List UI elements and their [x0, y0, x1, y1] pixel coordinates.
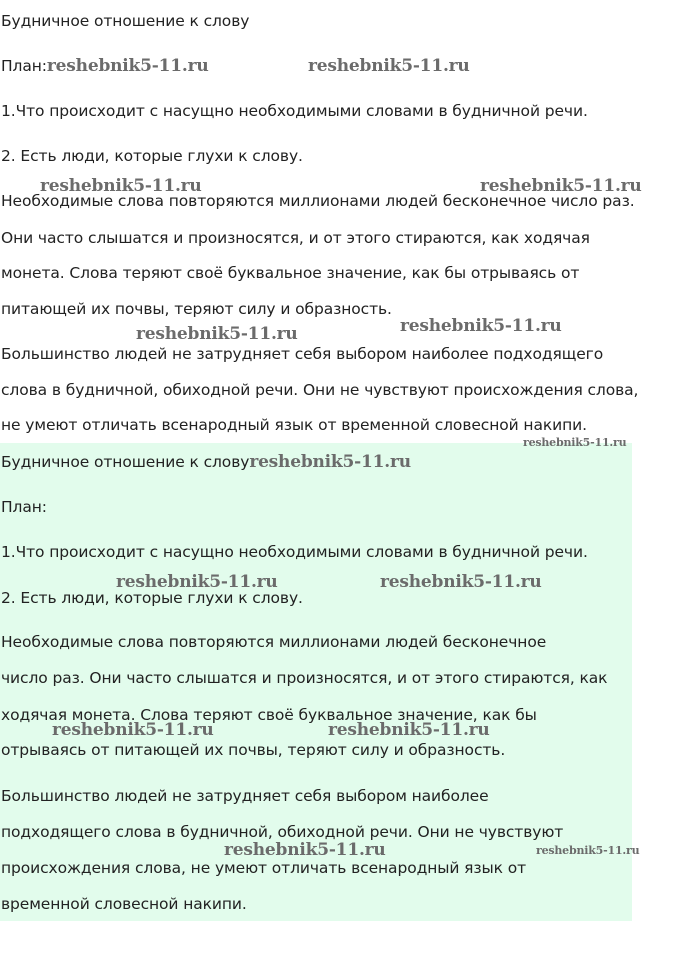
section1-plan-item-1: 1.Что происходит с насущно необходимыми словами в будничной речи. — [1, 102, 588, 120]
section2-para2-line: подходящего слова в будничной, обиходной речи. Они не чувствуют — [1, 823, 564, 841]
section2-para1-line: отрываясь от питающей их почвы, теряют силу и образность. — [1, 741, 506, 759]
section2-title-line — [1, 452, 411, 472]
section1-para2-line: Большинство людей не затрудняет себя выбором наиболее подходящего — [1, 345, 604, 363]
section2-para1-line: Необходимые слова повторяются миллионами людей бесконечное — [1, 633, 547, 651]
section2-plan-item-2: 2. Есть люди, которые глухи к слову. — [1, 589, 303, 607]
watermark: reshebnik5-11.ru — [46, 56, 209, 76]
watermark: reshebnik5-11.ru — [52, 720, 214, 740]
watermark: reshebnik5-11.ru — [328, 720, 490, 740]
section1-plan-line — [1, 56, 209, 76]
section2-para1-line: ходячая монета. Слова теряют своё буквальное значение, как бы — [1, 706, 537, 724]
section1-para1-line: питающей их почвы, теряют силу и образность. — [1, 300, 392, 318]
section2-para2-line: Большинство людей не затрудняет себя выбором наиболее — [1, 787, 489, 805]
watermark: reshebnik5-11.ru — [536, 844, 640, 857]
section1-para1-line: Необходимые слова повторяются миллионами людей бесконечное число раз. — [1, 192, 635, 210]
section1-para2-line: слова в будничной, обиходной речи. Они не чувствуют происхождения слова, — [1, 381, 639, 399]
section1-title: Будничное отношение к слову — [1, 12, 250, 30]
section2-title: Будничное отношение к слову — [1, 453, 250, 471]
watermark: reshebnik5-11.ru — [136, 324, 298, 344]
watermark: reshebnik5-11.ru — [380, 572, 542, 592]
section2-plan-label: План: — [1, 498, 47, 516]
section1-plan-label: План: — [1, 57, 47, 75]
section2-plan-item-1: 1.Что происходит с насущно необходимыми словами в будничной речи. — [1, 543, 588, 561]
section1-plan-item-2: 2. Есть люди, которые глухи к слову. — [1, 147, 303, 165]
watermark: reshebnik5-11.ru — [249, 452, 411, 472]
watermark: reshebnik5-11.ru — [400, 316, 562, 336]
section1-para1-line: Они часто слышатся и произносятся, и от этого стираются, как ходячая — [1, 229, 590, 247]
section2-para1-line: число раз. Они часто слышатся и произносятся, и от этого стираются, как — [1, 669, 608, 687]
section1-para1-line: монета. Слова теряют своё буквальное значение, как бы отрываясь от — [1, 264, 580, 282]
section1-para2-line: не умеют отличать всенародный язык от временной словесной накипи. — [1, 416, 587, 434]
watermark: reshebnik5-11.ru — [308, 56, 470, 76]
watermark: reshebnik5-11.ru — [116, 572, 278, 592]
section2-para2-line: временной словесной накипи. — [1, 895, 247, 913]
watermark: reshebnik5-11.ru — [224, 840, 386, 860]
section2-para2-line: происхождения слова, не умеют отличать всенародный язык от — [1, 859, 527, 877]
watermark: reshebnik5-11.ru — [480, 176, 642, 196]
watermark: reshebnik5-11.ru — [40, 176, 202, 196]
watermark: reshebnik5-11.ru — [523, 436, 627, 449]
